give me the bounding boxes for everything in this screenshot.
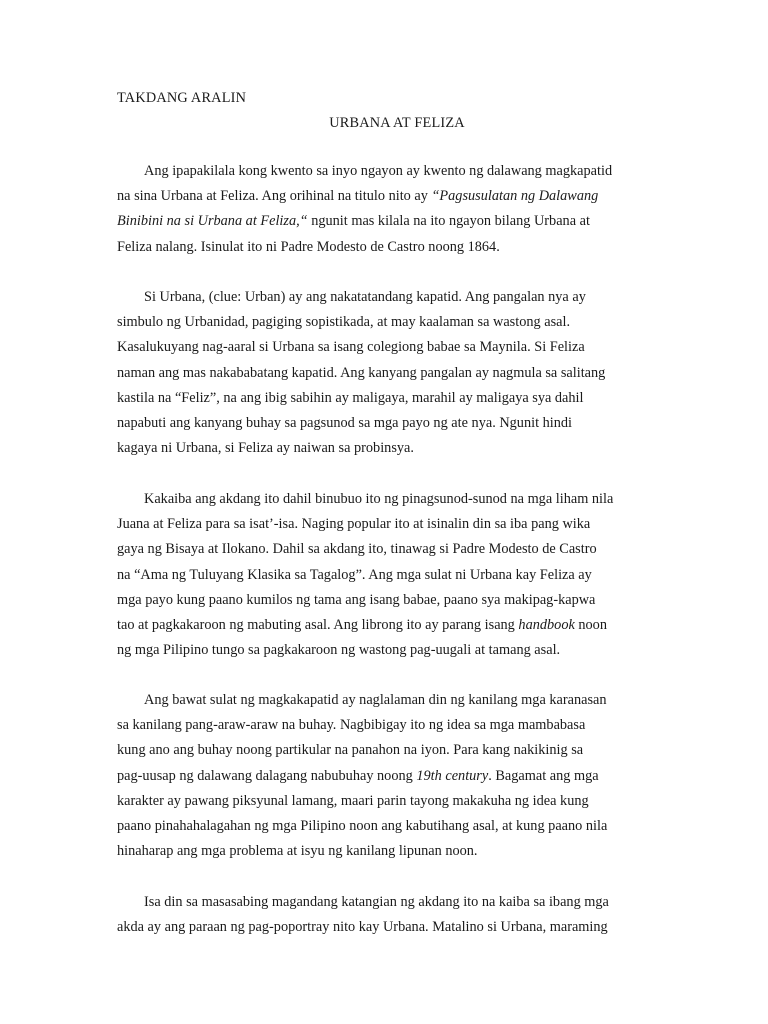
paragraph-line: Kasalukuyang nag-aaral si Urbana sa isang colegiong babae sa Maynila. Si Feliza — [117, 339, 585, 356]
paragraph-4 — [117, 688, 657, 864]
paragraph-line: Ang ipapakilala kong kwento sa inyo ngayon ay kwento ng dalawang magkapatid — [144, 163, 613, 179]
paragraph-line: na “Ama ng Tuluyang Klasika sa Tagalog”. Ang mga sulat ni Urbana kay Feliza ay — [117, 566, 592, 583]
paragraph-line: Si Urbana, (clue: Urban) ay ang nakatatandang kapatid. Ang pangalan nya ay — [144, 289, 586, 305]
italic-text: “Pagsusulatan ng Dalawang — [431, 188, 599, 205]
paragraph-line: gaya ng Bisaya at Ilokano. Dahil sa akdang ito, tinawag si Padre Modesto de Castro — [117, 541, 597, 558]
paragraph-line: Kakaiba ang akdang ito dahil binubuo ito ng pinagsunod-sunod na mga liham nila — [144, 491, 614, 507]
paragraph-line: Ang bawat sulat ng magkakapatid ay naglalaman din ng kanilang mga karanasan — [144, 692, 607, 708]
paragraph-line: pag-uusap ng dalawang dalagang nabubuhay noong 19th century. Bagamat ang mga — [117, 767, 599, 784]
paragraph-line: akda ay ang paraan ng pag-poportray nito kay Urbana. Matalino si Urbana, maraming — [117, 919, 608, 936]
paragraph-line: hinaharap ang mga problema at isyu ng kanilang lipunan noon. — [117, 843, 478, 860]
document-heading: TAKDANG ARALIN — [117, 90, 247, 106]
paragraph-line: kastila na “Feliz”, na ang ibig sabihin ay maligaya, marahil ay maligaya sya dahil — [117, 389, 584, 406]
paragraph-line: paano pinahahalagahan ng mga Pilipino noon ang kabutihang asal, at kung paano nila — [117, 818, 608, 835]
paragraph-line: mga payo kung paano kumilos ng tama ang isang babae, paano sya makipag-kapwa — [117, 591, 596, 608]
paragraph-3 — [117, 487, 657, 663]
paragraph-line: simbulo ng Urbanidad, pagiging sopistikada, at may kaalaman sa wastong asal. — [117, 314, 571, 331]
paragraph-line: karakter ay pawang piksyunal lamang, maari parin tayong makakuha ng idea kung — [117, 792, 589, 809]
paragraph-line: Binibini na si Urbana at Feliza,“ ngunit mas kilala na ito ngayon bilang Urbana at — [117, 213, 590, 230]
paragraph-line: kung ano ang buhay noong partikular na panahon na iyon. Para kang nakikinig sa — [117, 742, 584, 759]
paragraph-line: napabuti ang kanyang buhay sa pagsunod sa mga payo ng ate nya. Ngunit hindi — [117, 415, 573, 432]
paragraph-1 — [117, 159, 657, 260]
document-title: URBANA AT FELIZA — [329, 115, 465, 131]
paragraph-line: Juana at Feliza para sa isat’-isa. Naging popular ito at isinalin din sa iba pang wika — [117, 516, 591, 533]
italic-text: handbook — [518, 617, 575, 634]
paragraph-line: tao at pagkakaroon ng mabuting asal. Ang librong ito ay parang isang handbook noon — [117, 617, 607, 634]
paragraph-line: naman ang mas nakababatang kapatid. Ang kanyang pangalan ay nagmula sa salitang — [117, 364, 606, 381]
paragraph-5 — [117, 890, 657, 940]
italic-text: 19th century — [416, 767, 489, 784]
paragraph-line: sa kanilang pang-araw-araw na buhay. Nagbibigay ito ng idea sa mga mambabasa — [117, 717, 586, 734]
italic-text: Binibini na si Urbana at Feliza,“ — [117, 213, 308, 230]
paragraph-line: Feliza nalang. Isinulat ito ni Padre Modesto de Castro noong 1864. — [117, 238, 500, 255]
paragraph-line: ng mga Pilipino tungo sa pagkakaroon ng wastong pag-uugali at tamang asal. — [117, 642, 561, 659]
paragraph-line: Isa din sa masasabing magandang katangian ng akdang ito na kaiba sa ibang mga — [144, 894, 609, 910]
paragraph-2 — [117, 285, 657, 461]
paragraph-line: kagaya ni Urbana, si Feliza ay naiwan sa probinsya. — [117, 440, 414, 457]
paragraph-line: na sina Urbana at Feliza. Ang orihinal na titulo nito ay “Pagsusulatan ng Dalawang — [117, 188, 599, 205]
